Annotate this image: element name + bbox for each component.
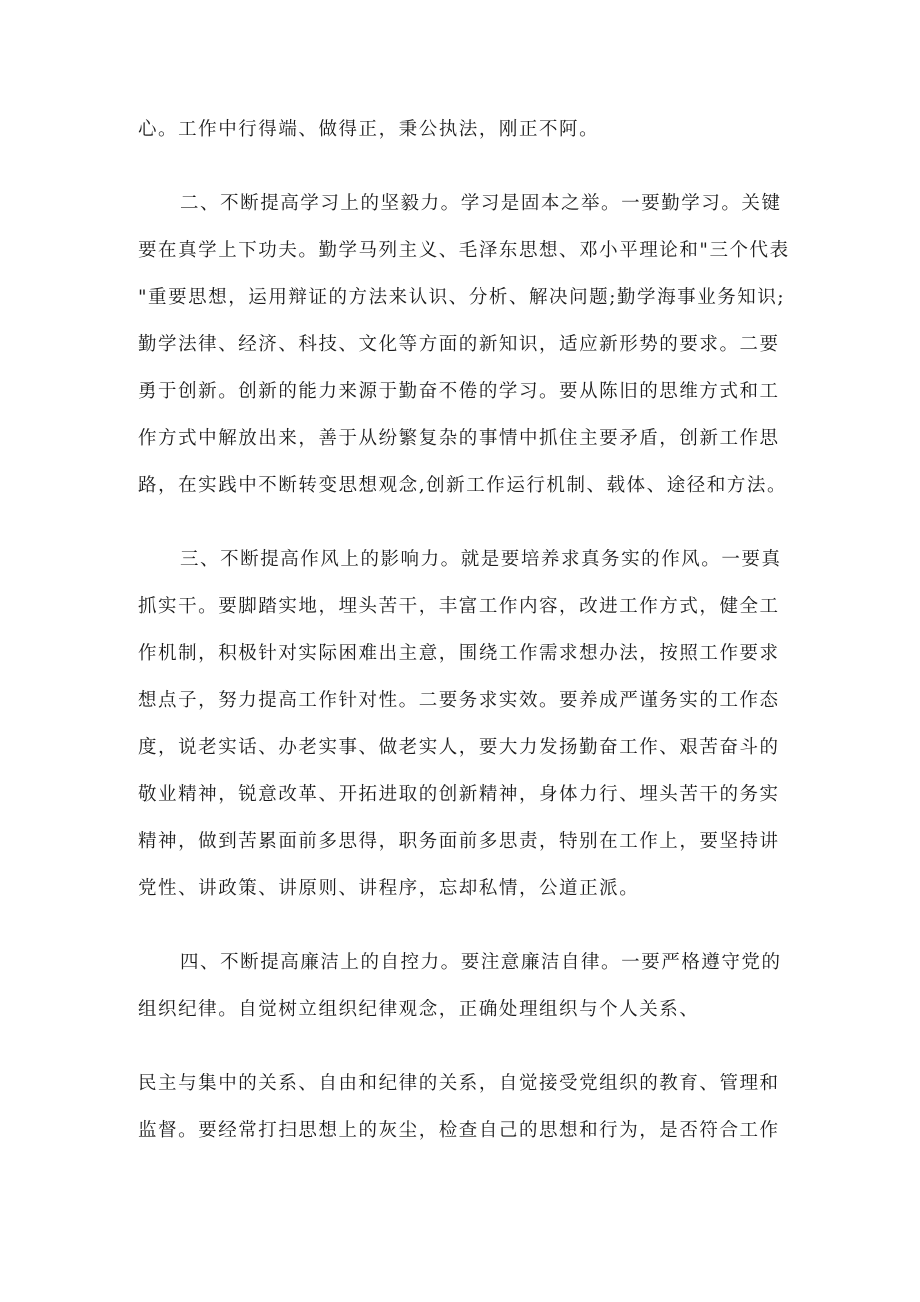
text-line: 作机制，积极针对实际困难出主意，围绕工作需求想办法，按照工作要求 [138,643,780,664]
text-line: 心。工作中行得端、做得正，秉公执法，刚正不阿。 [138,119,600,140]
text-line: 抓实干。要脚踏实地，埋头苦干，丰富工作内容，改进工作方式，健全工 [138,596,780,617]
text-line: 精神，做到苦累面前多思得，职务面前多思责，特别在工作上，要坚持讲 [138,831,780,852]
text-line: "重要思想，运用辩证的方法来认识、分析、解决问题;勤学海事业务知识; [138,287,786,308]
paragraph-heading-line: 四、不断提高廉洁上的自控力。要注意廉洁自律。一要严格遵守党的 [180,952,782,973]
paragraph-heading-line: 三、不断提高作风上的影响力。就是要培养求真务实的作风。一要真 [180,549,782,570]
text-line: 监督。要经常打扫思想上的灰尘，检查自己的思想和行为，是否符合工作 [138,1120,780,1141]
text-line: 路，在实践中不断转变思想观念,创新工作运行机制、载体、途径和方法。 [138,475,788,496]
text-line: 度，说老实话、办老实事、做老实人，要大力发扬勤奋工作、艰苦奋斗的 [138,737,780,758]
text-line: 作方式中解放出来，善于从纷繁复杂的事情中抓住主要矛盾，创新工作思 [138,428,780,449]
text-line: 想点子，努力提高工作针对性。二要务求实效。要养成严谨务实的工作态 [138,690,780,711]
text-line: 要在真学上下功夫。勤学马列主义、毛泽东思想、邓小平理论和"三个代表 [138,240,790,261]
text-line: 组织纪律。自觉树立组织纪律观念，正确处理组织与个人关系、 [138,999,700,1020]
text-line: 民主与集中的关系、自由和纪律的关系，自觉接受党组织的教育、管理和 [138,1073,780,1094]
text-line: 勤学法律、经济、科技、文化等方面的新知识，适应新形势的要求。二要 [138,334,780,355]
text-line: 党性、讲政策、讲原则、讲程序，忘却私情，公道正派。 [138,878,640,899]
paragraph-heading-line: 二、不断提高学习上的坚毅力。学习是固本之举。一要勤学习。关键 [180,193,782,214]
text-line: 勇于创新。创新的能力来源于勤奋不倦的学习。要从陈旧的思维方式和工 [138,381,780,402]
text-line: 敬业精神，锐意改革、开拓进取的创新精神，身体力行、埋头苦干的务实 [138,784,780,805]
